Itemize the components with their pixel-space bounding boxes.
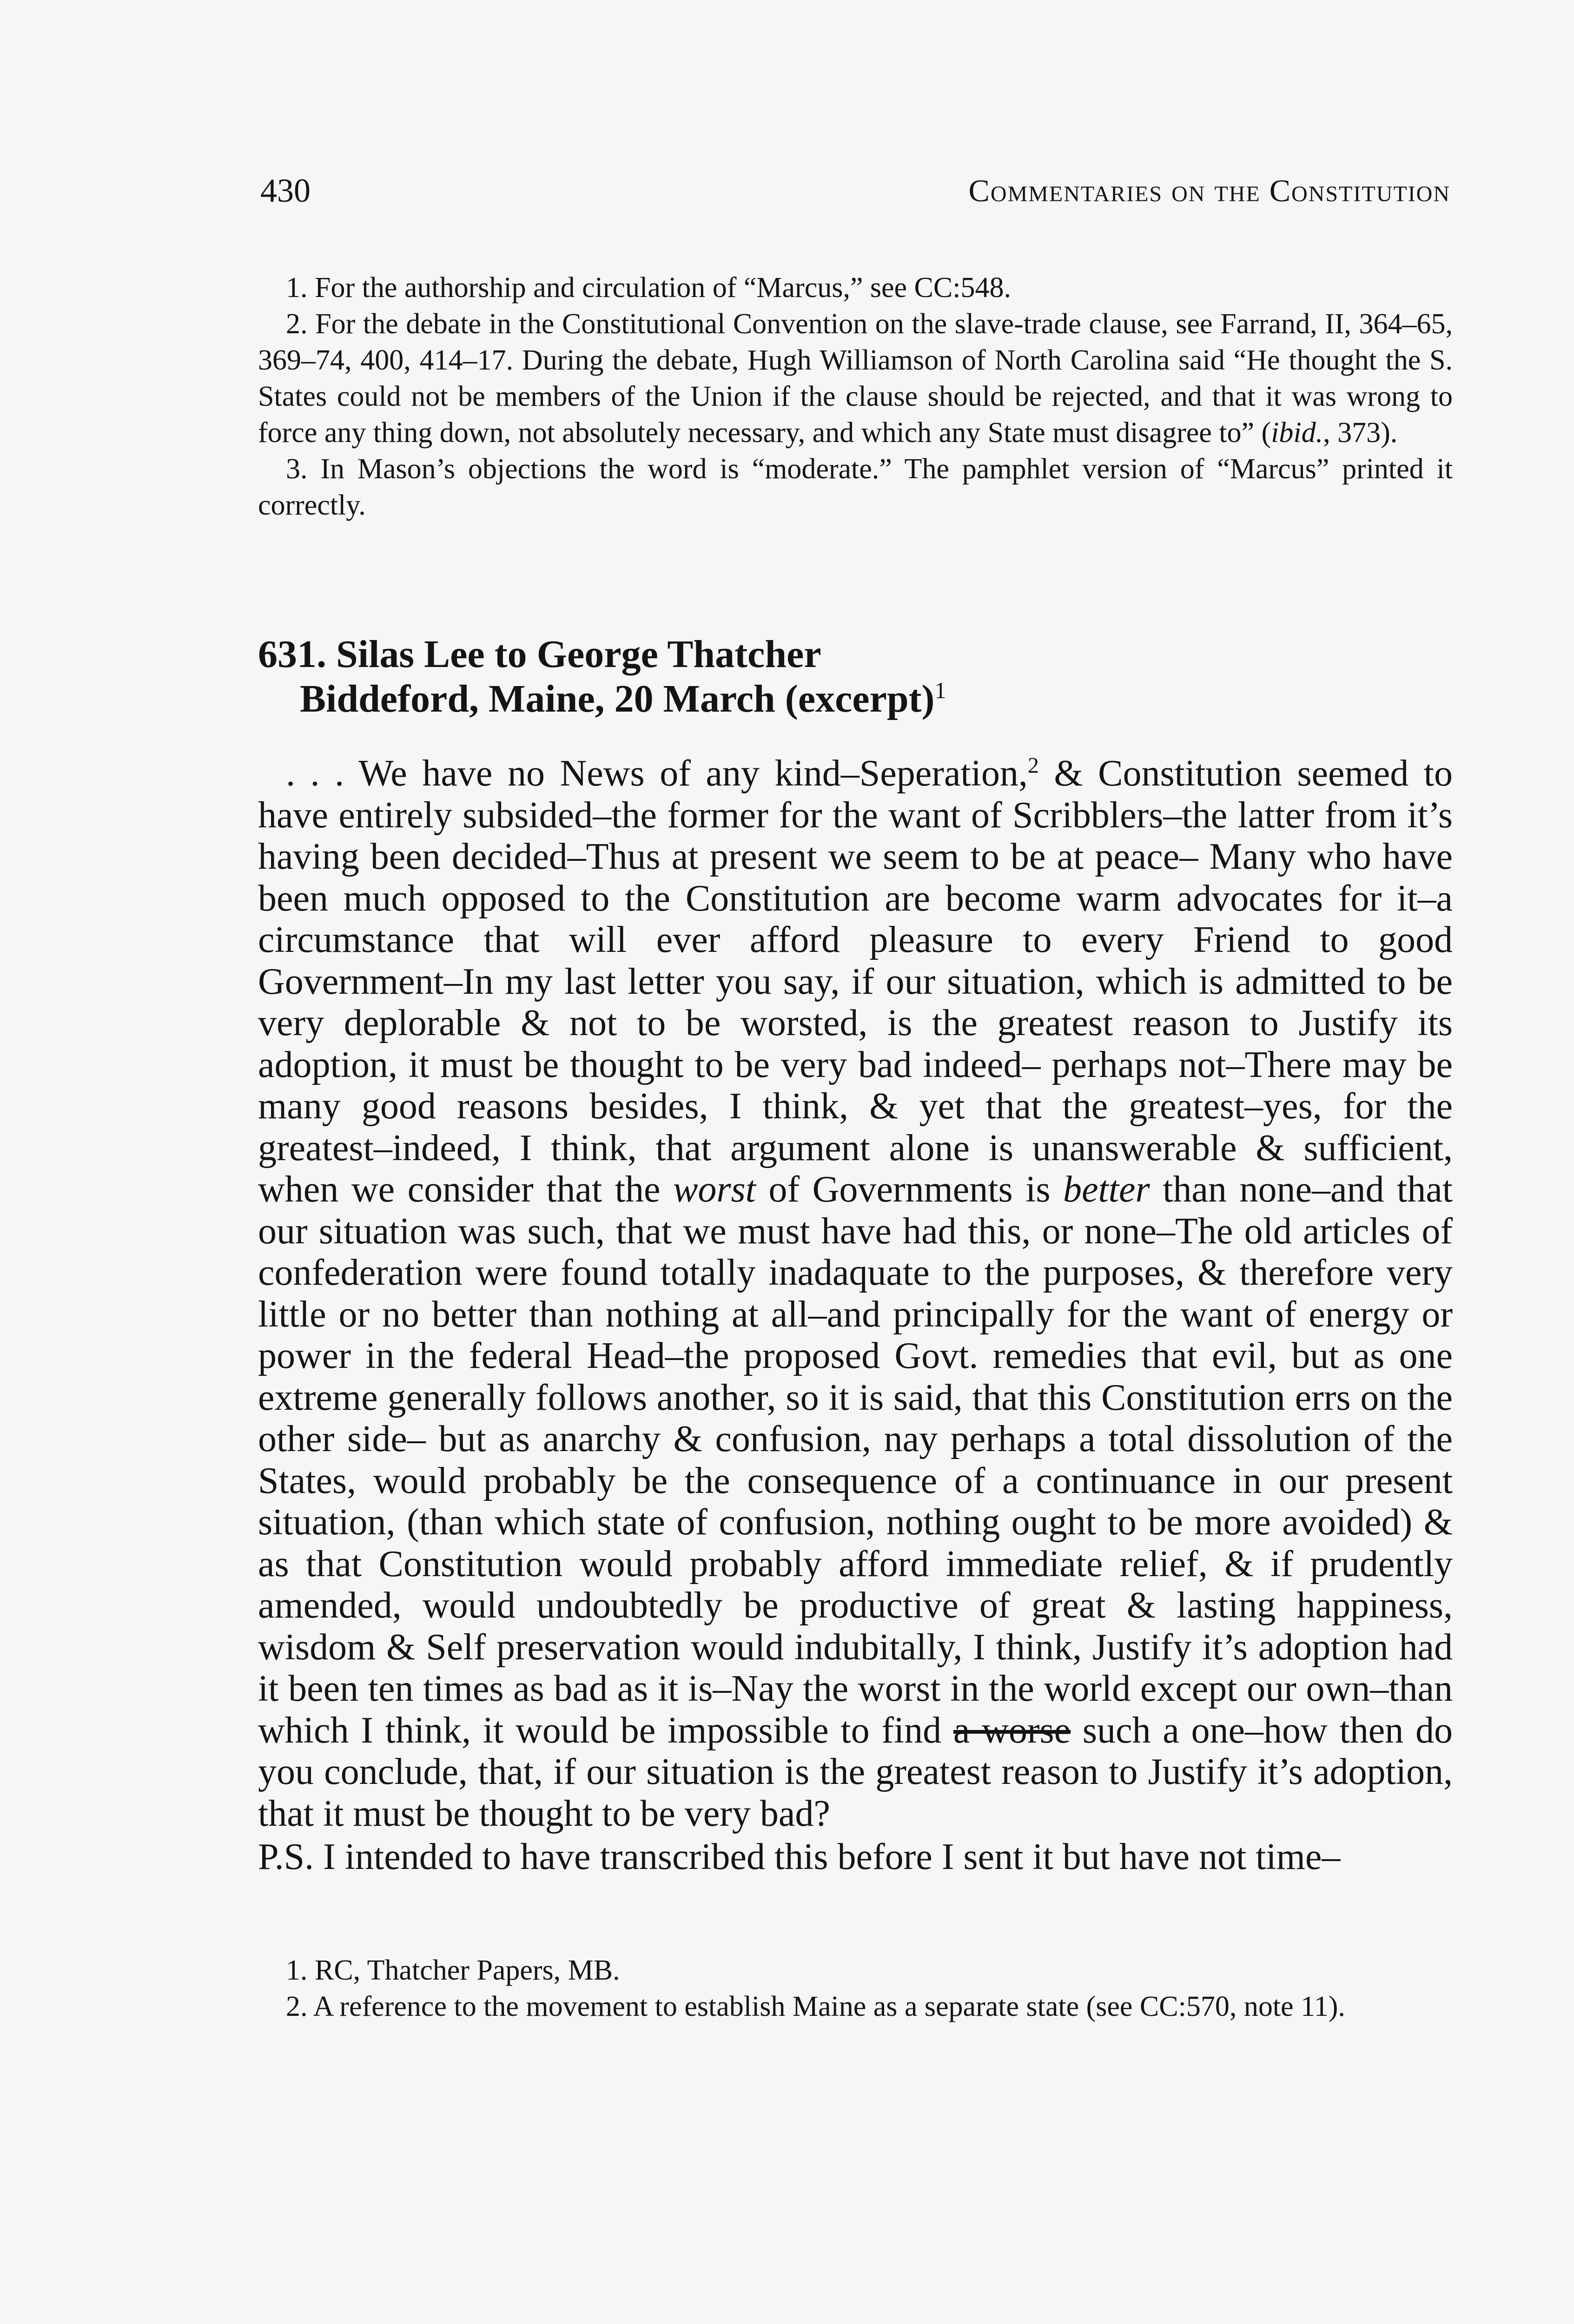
body-note-ref: 2 [1027,753,1039,778]
note-2: 2. For the debate in the Constitutional Convention on the slave-trade clause, see Farrand, II, 364–65, 369–74, 400, 414–17. During the debate, Hugh Williamson of North Carolina said “He thought the S. States could not be members of the Union if the clause should be rejected, and that it was wrong to force any thing down, not absolutely necessary, and which any State must disagree to” (ibid., 373). [258,308,1453,449]
note-1: 1. For the authorship and circulation of “Marcus,” see CC:548. [286,272,1011,304]
document-heading [258,632,1453,721]
emphasis-better: better [1063,1169,1150,1210]
letter-paragraph: . . . We have no News of any kind–Seperation,$^2$ & Constitution seemed to have entirely subsided–the former for the want of Scribblers–the latter from it’s having been decided–Thus at present we seem to be at peace– Many who have been much opposed to the Constitution are become warm advocates for it–a circumstance that will ever afford pleasure to every Friend to good Government–In my last letter you say, if our situation, which is admitted to be very deplorable & not to be worsted, is the greatest reason to Justify its adoption, it must be thought to be very bad indeed– perhaps not–There may be many good reasons besides, I think, & yet that the greatest–yes, for the greatest–indeed, I think, that argument alone is unanswerable & sufficient, when we consider that the worst of Governments is better than none–and that our situation was such, that we must have had this, or none–The old articles of confederation were found totally inadaquate to the purposes, & therefore very little or no better than nothing at all–and principally for the want of energy or power in the federal Head–the proposed Govt. remedies that evil, but as one extreme generally follows another, so it is said, that this Constitution errs on the other side– but as anarchy & confusion, nay perhaps a total dissolution of the States, would probably be the consequence of a continuance in our present situation, (than which state of confusion, nothing ought to be more avoided) & as that Constitution would probably afford immediate relief, & if prudently amended, would undoubtedly be productive of great & lasting happiness, wisdom & Self preservation would indubitally, I think, Justify it’s adoption had it been ten times as bad as it is–Nay the worst in the world except our own–than which I think, it would be impossible to find a worse such a one–how then do you conclude, that, if our situation is the greatest reason to Justify it’s adoption, that it must be thought to be very bad? [258,753,1453,1834]
postscript: P.S. I intended to have transcribed this before I sent it but have not time– [258,1836,1341,1877]
document-notes [258,1952,1453,2025]
document-place-date: Biddeford, Maine, 20 March (excerpt)$^1$ [300,677,946,720]
letter-body [258,753,1453,1878]
note-3: 3. In Mason’s objections the word is “moderate.” The pamphlet version of “Marcus” printed it correctly. [258,453,1453,521]
previous-document-notes [258,270,1453,523]
struck-text: a worse [953,1710,1071,1751]
note-2: 2. A reference to the movement to establish Maine as a separate state (see CC:570, note 11). [286,1991,1345,2022]
note-1: 1. RC, Thatcher Papers, MB. [286,1954,620,1986]
page-number: 430 [260,172,311,209]
document-title: 631. Silas Lee to George Thatcher [258,633,821,676]
running-head: Commentaries on the Constitution [968,173,1450,208]
heading-note-ref: 1 [934,677,946,703]
page-header [260,172,1450,209]
emphasis-worst: worst [673,1169,756,1210]
